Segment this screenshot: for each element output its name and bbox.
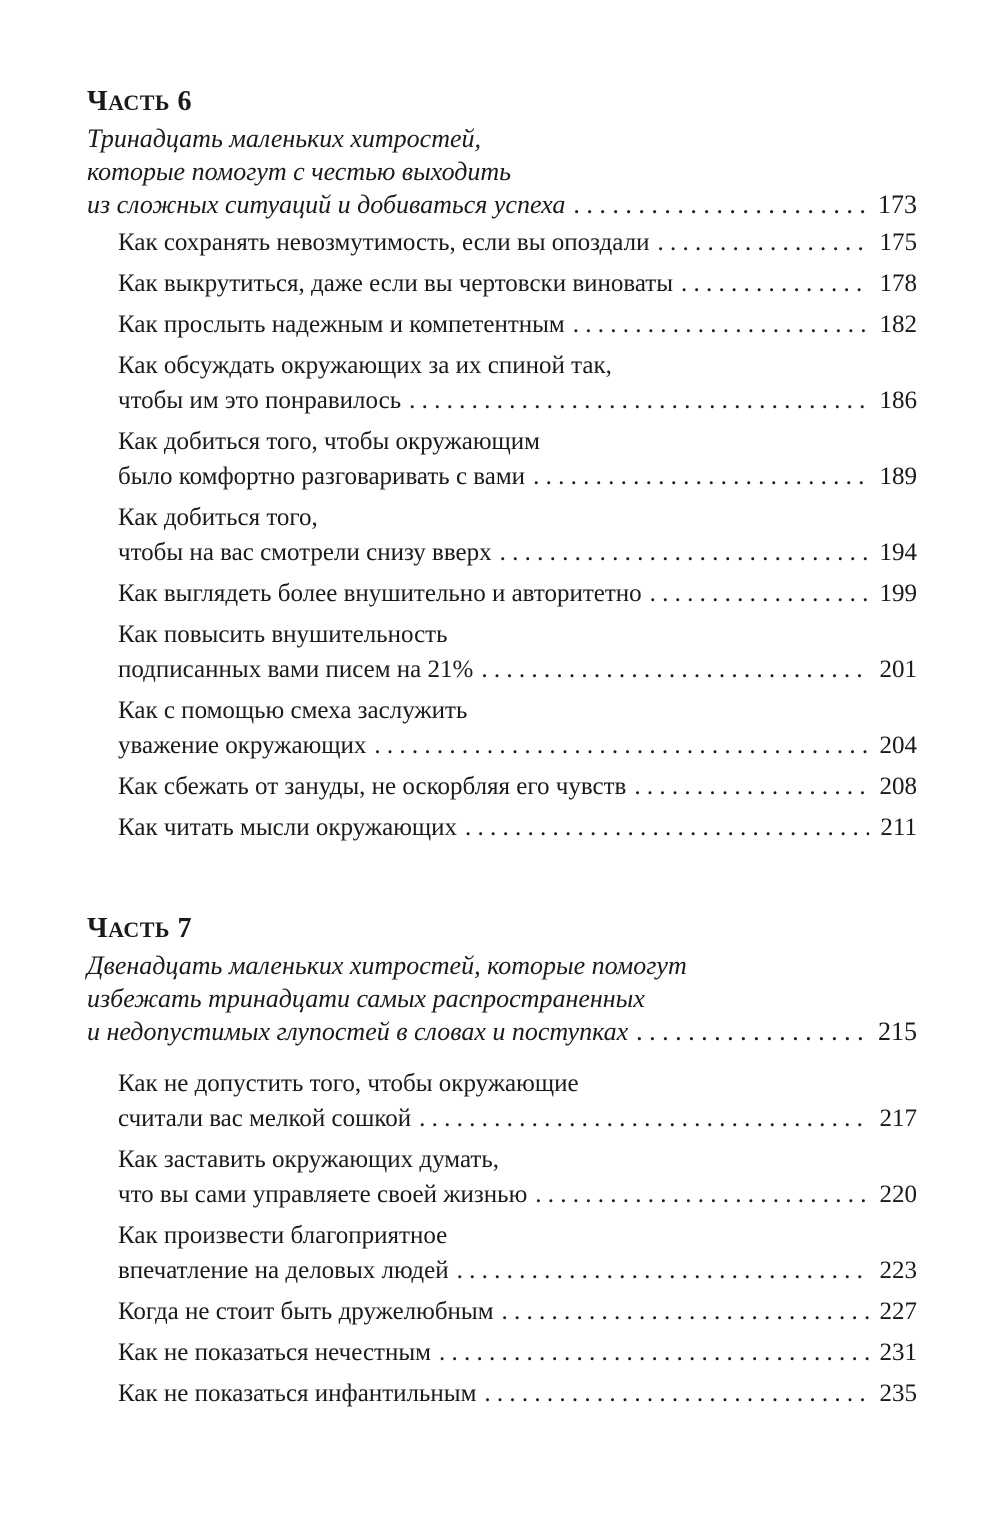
dot-leader	[500, 535, 869, 570]
entry-title: Как не показаться инфантильным	[118, 1380, 477, 1407]
page-number: 227	[879, 1298, 917, 1325]
toc-entry[interactable]	[118, 693, 917, 763]
entry-title: подписанных вами писем на 21%	[118, 656, 474, 683]
entry-title: Как выкрутиться, даже если вы чертовски виноваты	[118, 270, 674, 297]
part-subtitle-line: которые помогут с честью выходить	[87, 157, 511, 186]
dot-leader	[419, 1101, 869, 1136]
dot-leader	[533, 459, 869, 494]
toc-entry[interactable]	[118, 1376, 917, 1411]
toc-entry[interactable]	[118, 810, 917, 845]
page-number: 231	[879, 1339, 917, 1366]
toc-entry[interactable]	[118, 769, 917, 804]
dot-leader	[634, 769, 869, 804]
part-subtitle-line: и недопустимых глупостей в словах и поступках	[87, 1017, 629, 1046]
page-number: 223	[879, 1257, 917, 1284]
dot-leader	[573, 188, 869, 221]
part-title-cap: Ч	[87, 86, 109, 117]
toc-entry[interactable]	[118, 1142, 917, 1212]
part-title-word: АСТЬ	[108, 90, 170, 115]
dot-leader	[650, 576, 869, 611]
part-title-word: АСТЬ	[108, 917, 170, 942]
page-number: 211	[880, 814, 917, 841]
toc-entries	[87, 1066, 917, 1411]
entry-title: чтобы им это понравилось	[118, 387, 402, 414]
entry-title: впечатление на деловых людей	[118, 1257, 449, 1284]
part-subtitle-line: избежать тринадцати самых распространенных	[87, 984, 645, 1013]
page-number: 186	[879, 387, 917, 414]
table-of-contents	[87, 84, 917, 1477]
page-number: 208	[879, 773, 917, 800]
entry-title-line1: Как произвести благоприятное	[118, 1222, 448, 1249]
entry-title-line1: Как не допустить того, чтобы окружающие	[118, 1070, 579, 1097]
toc-entries	[87, 225, 917, 845]
page-number: 189	[879, 463, 917, 490]
page-number: 194	[879, 539, 917, 566]
entry-title: уважение окружающих	[118, 732, 367, 759]
toc-entry[interactable]	[118, 1294, 917, 1329]
toc-entry[interactable]	[118, 1218, 917, 1288]
part-subtitle-line: из сложных ситуаций и добиваться успеха	[87, 190, 566, 219]
toc-entry[interactable]	[118, 225, 917, 260]
page-number: 220	[879, 1181, 917, 1208]
dot-leader	[439, 1335, 869, 1370]
part-title	[87, 84, 917, 122]
dot-leader	[573, 307, 869, 342]
dot-leader	[681, 266, 869, 301]
toc-entry[interactable]	[118, 500, 917, 570]
page-number: 173	[878, 190, 917, 219]
page-number: 201	[879, 656, 917, 683]
part-number: 6	[177, 86, 192, 117]
page-number: 217	[879, 1105, 917, 1132]
entry-title: Как выглядеть более внушительно и авторитетно	[118, 580, 642, 607]
entry-title: чтобы на вас смотрели снизу вверх	[118, 539, 492, 566]
toc-entry[interactable]	[118, 576, 917, 611]
dot-leader	[484, 1376, 869, 1411]
entry-title-line1: Как с помощью смеха заслужить	[118, 697, 468, 724]
dot-leader	[409, 383, 869, 418]
page-number: 178	[879, 270, 917, 297]
page-number: 204	[879, 732, 917, 759]
entry-title-line1: Как обсуждать окружающих за их спиной так,	[118, 352, 612, 379]
toc-entry[interactable]	[118, 617, 917, 687]
page-number: 175	[879, 229, 917, 256]
dot-leader	[535, 1177, 869, 1212]
entry-title-line1: Как заставить окружающих думать,	[118, 1146, 499, 1173]
part-title-cap: Ч	[87, 913, 109, 944]
part-number: 7	[177, 913, 192, 944]
page-number: 235	[879, 1380, 917, 1407]
dot-leader	[374, 728, 869, 763]
page-number: 215	[878, 1017, 917, 1046]
entry-title-line1: Как добиться того, чтобы окружающим	[118, 428, 540, 455]
part-subtitle	[87, 949, 917, 1048]
entry-title-line1: Как повысить внушительность	[118, 621, 448, 648]
dot-leader	[502, 1294, 869, 1329]
dot-leader	[457, 1253, 869, 1288]
part-subtitle-line: Тринадцать маленьких хитростей,	[87, 124, 482, 153]
entry-title: Как сохранять невозмутимость, если вы опоздали	[118, 229, 650, 256]
entry-title: считали вас мелкой сошкой	[118, 1105, 412, 1132]
dot-leader	[481, 652, 869, 687]
entry-title-line1: Как добиться того,	[118, 504, 318, 531]
dot-leader	[657, 225, 869, 260]
entry-title: Когда не стоит быть дружелюбным	[118, 1298, 494, 1325]
toc-entry[interactable]	[118, 348, 917, 418]
entry-title: Как не показаться нечестным	[118, 1339, 431, 1366]
part-subtitle-last-line	[87, 188, 917, 221]
toc-entry[interactable]	[118, 266, 917, 301]
entry-title: было комфортно разговаривать с вами	[118, 463, 526, 490]
part-title	[87, 911, 917, 949]
toc-entry[interactable]	[118, 1066, 917, 1136]
page-number: 182	[879, 311, 917, 338]
entry-title: что вы сами управляете своей жизнью	[118, 1181, 528, 1208]
dot-leader	[465, 810, 869, 845]
toc-entry[interactable]	[118, 1335, 917, 1370]
part-subtitle-last-line	[87, 1015, 917, 1048]
toc-part-6	[87, 84, 917, 845]
toc-entry[interactable]	[118, 424, 917, 494]
entry-title: Как прослыть надежным и компетентным	[118, 311, 565, 338]
entry-title: Как читать мысли окружающих	[118, 814, 458, 841]
dot-leader	[636, 1015, 869, 1048]
entry-title: Как сбежать от зануды, не оскорбляя его чувств	[118, 773, 627, 800]
toc-entry[interactable]	[118, 307, 917, 342]
part-subtitle	[87, 122, 917, 221]
part-subtitle-line: Двенадцать маленьких хитростей, которые помогут	[87, 951, 687, 980]
toc-part-7	[87, 911, 917, 1411]
page-number: 199	[879, 580, 917, 607]
